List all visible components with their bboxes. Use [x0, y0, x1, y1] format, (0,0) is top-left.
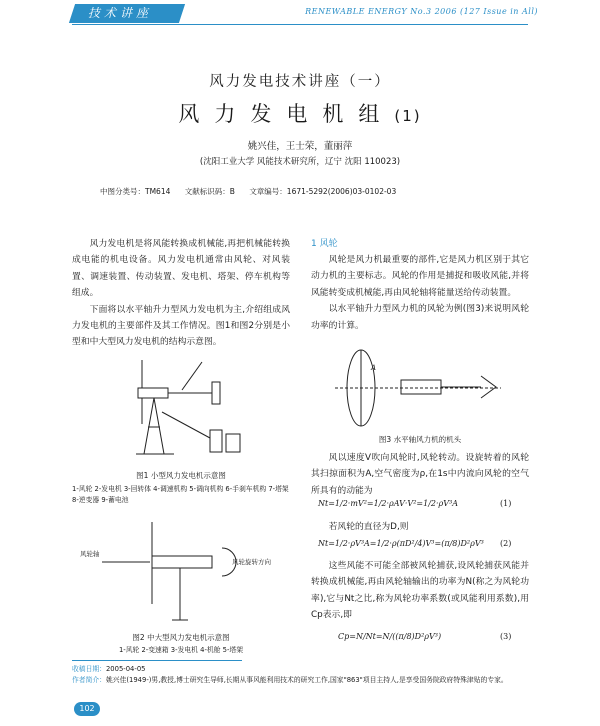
equation-3: Cp=N/Nt=N/((π/8)D²ρV³) [338, 632, 442, 641]
figure-2-parts: 1-风轮 2-变速箱 3-发电机 4-机舱 5-塔架 [118, 646, 244, 654]
section-1-paragraph-4: 若风轮的直径为D,则 [328, 522, 409, 532]
left-column [72, 236, 290, 351]
affiliation: (沈阳工业大学 风能技术研究所，辽宁 沈阳 110023) [199, 157, 401, 167]
received-date [72, 664, 532, 674]
right-column-top [311, 252, 529, 334]
figure-3-caption: 图3 水平轴风力机的机头 [378, 435, 462, 444]
page-number: 102 [74, 702, 100, 716]
title-text: 风力发电机组 [178, 102, 395, 126]
equation-2: Nt=1/2·ρV³A=1/2·ρ(πD²/4)V³=(π/8)D²ρV³ [318, 539, 484, 548]
fig1-battery [226, 434, 240, 452]
equation-1: Nt=1/2·mV²=1/2·ρAV·V²=1/2·ρV³A [318, 499, 458, 508]
main-title [0, 98, 600, 128]
authors: 姚兴佳，王士荣，董丽萍 [247, 141, 353, 152]
fig1-tower-right [154, 398, 164, 454]
figure-1-parts: 1-风轮 2-发电机 3-回转体 4-调速机构 5-调向机构 6-手刹车机构 7-塔架 8-逆变器 9-蓄电池 [72, 485, 289, 504]
fig2-label-right: 风轮旋转方向 [232, 558, 271, 566]
title-number: (1) [394, 107, 422, 125]
fig3-tail-vane [481, 376, 496, 398]
fig3-label-a: A [371, 364, 377, 372]
left-paragraph-1: 风力发电机是将风能转换成机械能,再把机械能转换成电能的机电设备。风力发电机通常由风轮、对风装置、调速装置、传动装置、发电机、塔架、停车机构等组成。 [72, 239, 290, 299]
section-1-paragraph-2: 以水平轴升力型风力机的风轮为例(图3)来说明风轮功率的计算。 [311, 304, 529, 331]
section-1-heading: 1 风轮 [311, 239, 338, 249]
section-1-paragraph-3: 风以速度V吹向风轮时,风轮转动。设旋转着的风轮其扫掠面积为A,空气密度为ρ,在1s中内流向风轮的空气所具有的动能为 [311, 453, 529, 496]
fig2-nacelle [152, 556, 212, 568]
section-1-paragraph-5: 这些风能不可能全部被风轮捕获,设风轮捕获风能并转换成机械能,再由风轮轴输出的功率为N(称之为风轮功率),它与Nt之比,称为风轮功率系数(或风能利用系数),用Cp表示,即 [311, 561, 529, 621]
received-value: 2005-04-05 [105, 665, 146, 673]
section-label-text: 技术讲座 [88, 6, 153, 20]
fig1-tower-left [144, 398, 154, 454]
series-title: 风力发电技术讲座（一） [209, 74, 391, 90]
figure-3-illustration [331, 346, 511, 430]
equation-1-number: (1) [500, 499, 512, 508]
fig1-leader [182, 362, 202, 390]
fig1-nacelle [138, 388, 168, 398]
section-1-paragraph-1: 风轮是风力机最重要的部件,它是风力机区别于其它动力机的主要标志。风轮的作用是捕捉和吸收风能,并将风能转变成机械能,再由风轮轴将能量送给传动装置。 [311, 255, 529, 298]
equation-2-number: (2) [500, 539, 512, 548]
left-paragraph-2: 下面将以水平轴升力型风力发电机为主,介绍组成风力发电机的主要部件及其工作情况。图1和图2分别是小型和中大型风力发电机的结构示意图。 [72, 304, 290, 348]
section-label [69, 4, 185, 23]
article-number: 文章编号：1671-5292(2006)03-0102-03 [249, 187, 397, 196]
doc-code: 文献标识码：B [184, 187, 235, 196]
author-bio [72, 675, 532, 685]
bio-label: 作者简介： [72, 676, 106, 684]
footnote-rule [72, 660, 242, 661]
article-meta [100, 186, 408, 197]
figure-1-illustration [112, 352, 262, 464]
figure-1-caption: 图1 小型风力发电机示意图 [136, 471, 226, 480]
equation-3-number: (3) [500, 632, 512, 641]
fig3-nacelle [401, 380, 441, 394]
figure-2-illustration [72, 516, 290, 628]
fig1-cable [162, 412, 210, 438]
bio-text: 姚兴佳(1949-)男,教授,博士研究生导师,长期从事风能利用技术的研究工作,国家"863"项目主持人,是享受国务院政府特殊津贴的专家。 [105, 676, 508, 684]
received-label: 收稿日期： [72, 665, 106, 673]
fig1-inverter [210, 430, 222, 452]
fig2-label-left: 风轮轴 [80, 550, 100, 558]
header-rule [72, 24, 528, 25]
clc-number: 中图分类号：TM614 [100, 187, 171, 196]
fig1-tail-vane [212, 382, 220, 404]
journal-info: RENEWABLE ENERGY No.3 2006 (127 Issue in All) [305, 7, 538, 16]
figure-2-caption: 图2 中大型风力发电机示意图 [132, 633, 230, 642]
